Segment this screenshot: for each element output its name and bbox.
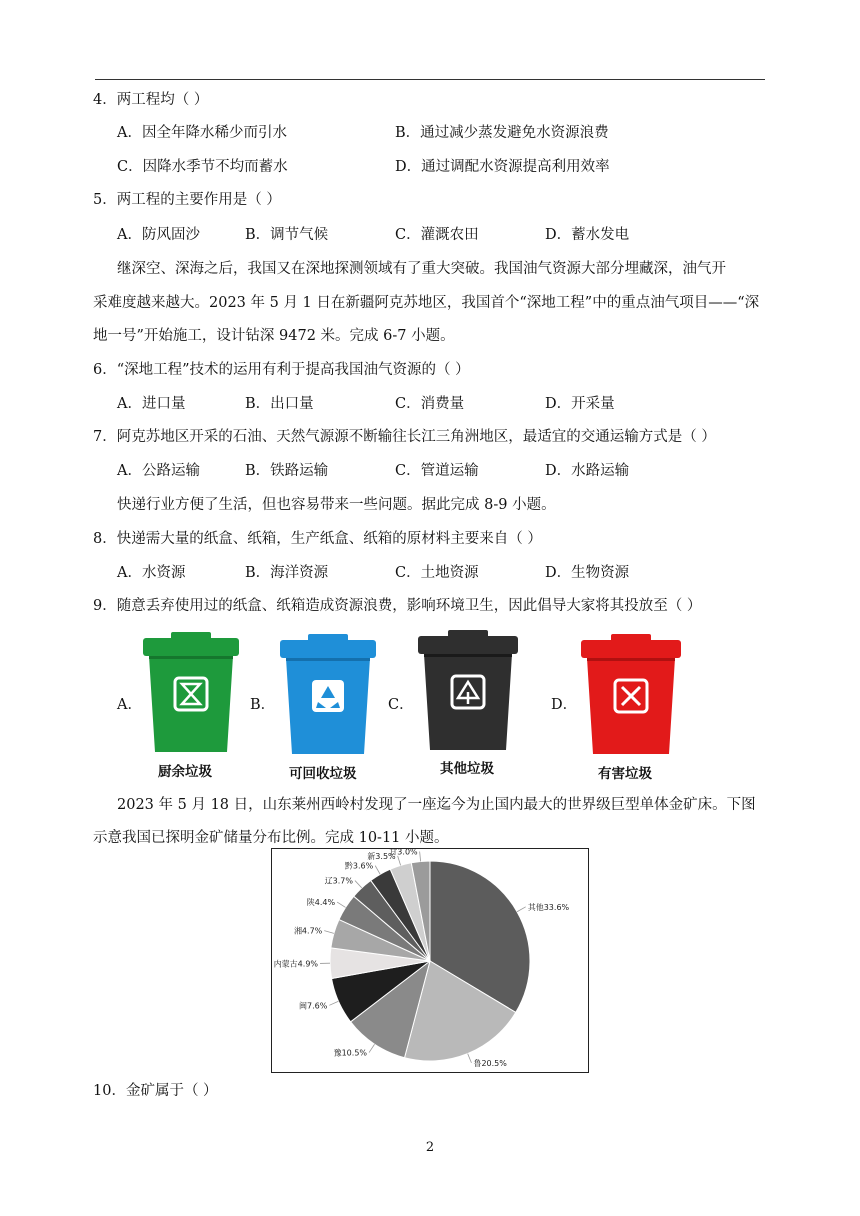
q7-option-b: B．铁路运输 <box>245 463 329 479</box>
pie-leader-line-10 <box>420 851 421 861</box>
recycle-icon <box>312 680 344 712</box>
pie-leader-line-9 <box>398 856 401 866</box>
q8-option-a: A．水资源 <box>117 565 186 581</box>
q4-option-b: B．通过减少蒸发避免水资源浪费 <box>395 125 609 141</box>
gold-reserve-pie-chart <box>272 849 588 1072</box>
pie-leader-line-1 <box>468 1054 472 1063</box>
pie-label-7: 辽3.7% <box>324 876 353 886</box>
q8-option-b: B．海洋资源 <box>245 565 329 581</box>
pie-label-9: 新3.5% <box>367 851 396 861</box>
header-rule <box>95 79 765 80</box>
pie-label-3: 闽7.6% <box>298 1001 328 1011</box>
black-other-waste-bin <box>416 628 520 756</box>
q7-option-a: A．公路运输 <box>117 463 200 479</box>
pie-label-0: 其他33.6% <box>527 902 570 912</box>
question-9-stem: 9．随意丢弃使用过的纸盒、纸箱造成资源浪费，影响环境卫生，因此倡导大家将其投放至（ ） <box>93 598 702 614</box>
pie-leader-line-7 <box>355 881 362 888</box>
q4-option-d: D．通过调配水资源提高利用效率 <box>395 159 610 175</box>
q8-option-d: D．生物资源 <box>545 565 630 581</box>
pie-leader-line-3 <box>329 1001 338 1005</box>
passage-1-line-3: 地一号”开始施工，设计钻深 9472 米。完成 6-7 小题。 <box>93 328 455 344</box>
passage-3-line-1: 2023 年 5 月 18 日，山东莱州西岭村发现了一座迄今为止国内最大的世界级巨型单体金矿床。下图 <box>117 797 756 813</box>
q5-option-a: A．防风固沙 <box>117 227 200 243</box>
question-6-stem: 6．“深地工程”技术的运用有利于提高我国油气资源的（ ） <box>93 362 470 378</box>
bin-label-other: 其他垃圾 <box>440 761 494 777</box>
green-kitchen-waste-bin <box>141 630 241 758</box>
gold-reserve-pie-chart-frame <box>271 848 589 1073</box>
question-7-stem: 7．阿克苏地区开采的石油、天然气源源不断输往长江三角洲地区，最适宜的交通运输方式是（ ） <box>93 429 716 445</box>
passage-2: 快递行业方便了生活，但也容易带来一些问题。据此完成 8-9 小题。 <box>117 497 556 513</box>
pie-label-6: 陕4.4% <box>306 898 336 908</box>
question-5-stem: 5．两工程的主要作用是（ ） <box>93 192 281 208</box>
q7-option-c: C．管道运输 <box>395 463 479 479</box>
red-hazardous-waste-bin <box>579 632 683 760</box>
pie-label-4: 内蒙古4.9% <box>273 959 319 969</box>
pie-leader-line-8 <box>375 866 380 875</box>
bin-label-kitchen: 厨余垃圾 <box>158 764 212 780</box>
pie-leader-line-0 <box>517 907 526 912</box>
pie-leader-line-6 <box>337 902 345 907</box>
question-8-stem: 8．快递需大量的纸盒、纸箱，生产纸盒、纸箱的原材料主要来自（ ） <box>93 531 542 547</box>
question-10-stem: 10．金矿属于（ ） <box>93 1083 218 1099</box>
q8-option-c: C．土地资源 <box>395 565 479 581</box>
q9-option-b-letter: B． <box>250 697 276 713</box>
q9-option-d-letter: D． <box>551 697 578 713</box>
pie-label-5: 湘4.7% <box>293 926 323 936</box>
q7-option-d: D．水路运输 <box>545 463 630 479</box>
q6-option-c: C．消费量 <box>395 396 465 412</box>
passage-3-line-2: 示意我国已探明金矿储量分布比例。完成 10-11 小题。 <box>93 830 449 846</box>
q9-option-c-letter: C． <box>388 697 414 713</box>
bin-label-recyclable: 可回收垃圾 <box>289 766 357 782</box>
q9-option-a-letter: A． <box>117 697 142 713</box>
page-number: 2 <box>425 1140 435 1155</box>
pie-label-10: 甘3.0% <box>389 849 418 857</box>
bin-label-hazardous: 有害垃圾 <box>598 766 652 782</box>
q4-option-c: C．因降水季节不均而蓄水 <box>117 159 288 175</box>
q4-option-a: A．因全年降水稀少而引水 <box>117 125 287 141</box>
q6-option-a: A．进口量 <box>117 396 186 412</box>
pie-label-2: 豫10.5% <box>333 1048 368 1058</box>
pie-leader-line-2 <box>369 1044 375 1052</box>
passage-1-line-1: 继深空、深海之后，我国又在深地探测领域有了重大突破。我国油气资源大部分埋藏深，油气开 <box>117 261 726 277</box>
pie-label-1: 鲁20.5% <box>473 1058 507 1068</box>
passage-1-line-2: 采难度越来越大。2023 年 5 月 1 日在新疆阿克苏地区，我国首个“深地工程”中的重点油气项目——“深 <box>93 295 760 311</box>
q6-option-b: B．出口量 <box>245 396 314 412</box>
pie-leader-line-5 <box>324 931 334 934</box>
question-4-stem: 4．两工程均（ ） <box>93 92 209 108</box>
q5-option-d: D．蓄水发电 <box>545 227 630 243</box>
blue-recyclable-bin <box>278 632 378 760</box>
q5-option-b: B．调节气候 <box>245 227 329 243</box>
pie-label-8: 黔3.6% <box>344 861 374 871</box>
q5-option-c: C．灌溉农田 <box>395 227 479 243</box>
q6-option-d: D．开采量 <box>545 396 615 412</box>
